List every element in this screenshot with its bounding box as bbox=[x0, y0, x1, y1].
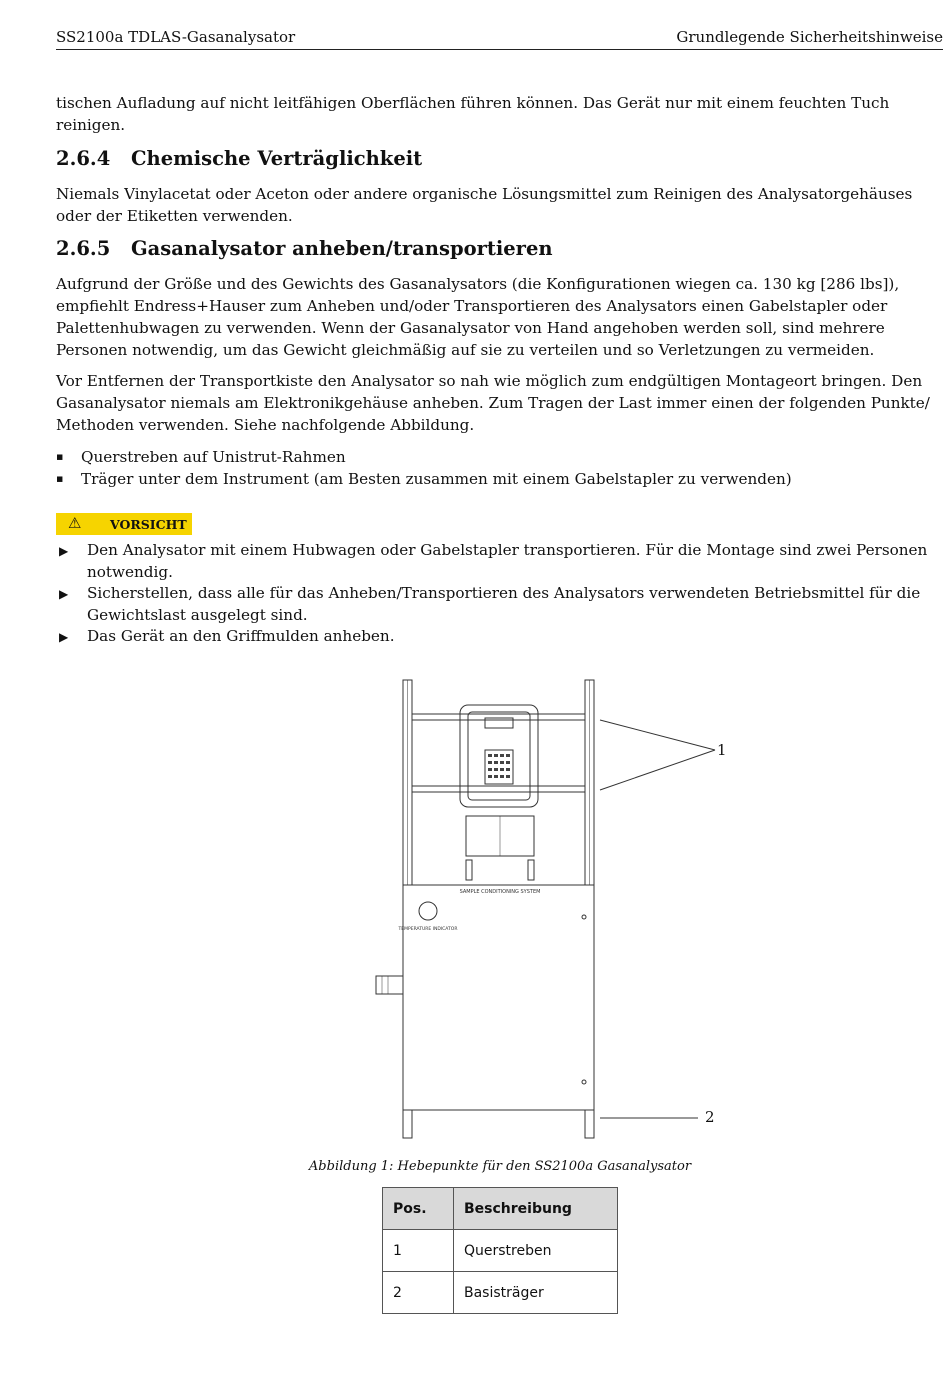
table-header-row bbox=[383, 1188, 618, 1230]
caution-badge bbox=[56, 513, 192, 535]
section-265-paragraph-1: Aufgrund der Größe und des Gewichts des Gasanalysators (die Konfigurationen wiegen ca. 130 kg [286 lbs]), empfiehlt Endress+Hauser zum Anheben und/oder Transportieren des Analysators einen Gabelstapler oder Palettenhubwagen zu verwenden. Wenn der Gasanalysator von Hand angehoben werden soll, sind mehrere Personen notwendig, um das Gewicht gleichmäßig auf sie zu verteilen und so Verletzungen zu vermeiden. bbox=[56, 275, 900, 359]
section-heading-265 bbox=[56, 237, 553, 260]
caution-item-text: Den Analysator mit einem Hubwagen oder Gabelstapler transportieren. Für die Montage sind zwei Personen notwendig. bbox=[87, 541, 928, 581]
figure-caption: Abbildung 1: Hebepunkte für den SS2100a Gasanalysator bbox=[308, 1159, 692, 1174]
table-cell: 2 bbox=[383, 1272, 454, 1314]
section-264-paragraph: Niemals Vinylacetat oder Aceton oder andere organische Lösungsmittel zum Reinigen des Analysatorgehäuses oder der Etiketten verwenden. bbox=[56, 185, 913, 225]
caution-item-text: Sicherstellen, dass alle für das Anheben/Transportieren des Analysators verwendeten Betriebsmittel für die Gewichtslast ausgelegt sind. bbox=[87, 584, 921, 624]
table-row bbox=[383, 1272, 618, 1314]
square-bullet-icon: ▪ bbox=[56, 472, 64, 485]
caution-item-text: Das Gerät an den Griffmulden anheben. bbox=[87, 627, 395, 645]
section-heading-264 bbox=[56, 147, 422, 170]
square-bullet-icon: ▪ bbox=[56, 450, 64, 463]
triangle-right-icon: ▶ bbox=[59, 544, 69, 558]
table-row bbox=[383, 1230, 618, 1272]
list-item-text: Querstreben auf Unistrut-Rahmen bbox=[81, 448, 346, 466]
section-title: Gasanalysator anheben/transportieren bbox=[131, 237, 553, 260]
table-cell: Querstreben bbox=[454, 1230, 618, 1272]
triangle-right-icon: ▶ bbox=[59, 587, 69, 601]
analyzer-drawing bbox=[360, 668, 740, 1148]
warning-triangle-icon: ⚠ bbox=[68, 514, 82, 532]
panel-label: SAMPLE CONDITIONING SYSTEM bbox=[459, 889, 541, 895]
list-item-text: Träger unter dem Instrument (am Besten zusammen mit einem Gabelstapler zu verwenden) bbox=[81, 470, 792, 488]
table-header-description: Beschreibung bbox=[454, 1188, 618, 1230]
header-document-title: SS2100a TDLAS-Gasanalysator bbox=[56, 28, 296, 46]
intro-paragraph: tischen Aufladung auf nicht leitfähigen Oberflächen führen können. Das Gerät nur mit einem feuchten Tuch reinigen. bbox=[56, 94, 890, 134]
page-header bbox=[56, 26, 943, 50]
table-cell: 1 bbox=[383, 1230, 454, 1272]
indicator-label: TEMPERATURE INDICATOR bbox=[398, 927, 458, 932]
header-chapter-title: Grundlegende Sicherheitshinweise bbox=[676, 28, 943, 46]
table-header-pos: Pos. bbox=[383, 1188, 454, 1230]
table-cell: Basisträger bbox=[454, 1272, 618, 1314]
callout-2: 2 bbox=[705, 1108, 715, 1126]
section-number: 2.6.4 bbox=[56, 147, 111, 170]
callout-1: 1 bbox=[717, 741, 727, 759]
section-number: 2.6.5 bbox=[56, 237, 111, 260]
section-265-paragraph-2: Vor Entfernen der Transportkiste den Analysator so nah wie möglich zum endgültigen Montageort bringen. Den Gasanalysator niemals am Elektronikgehäuse anheben. Zum Tragen der Last immer einen der folgenden Punkte/ Methoden verwenden. Siehe nachfolgende Abbildung. bbox=[56, 372, 930, 434]
section-title: Chemische Verträglichkeit bbox=[131, 147, 423, 170]
triangle-right-icon: ▶ bbox=[59, 630, 69, 644]
caution-label: VORSICHT bbox=[110, 517, 187, 532]
position-table bbox=[382, 1187, 618, 1314]
